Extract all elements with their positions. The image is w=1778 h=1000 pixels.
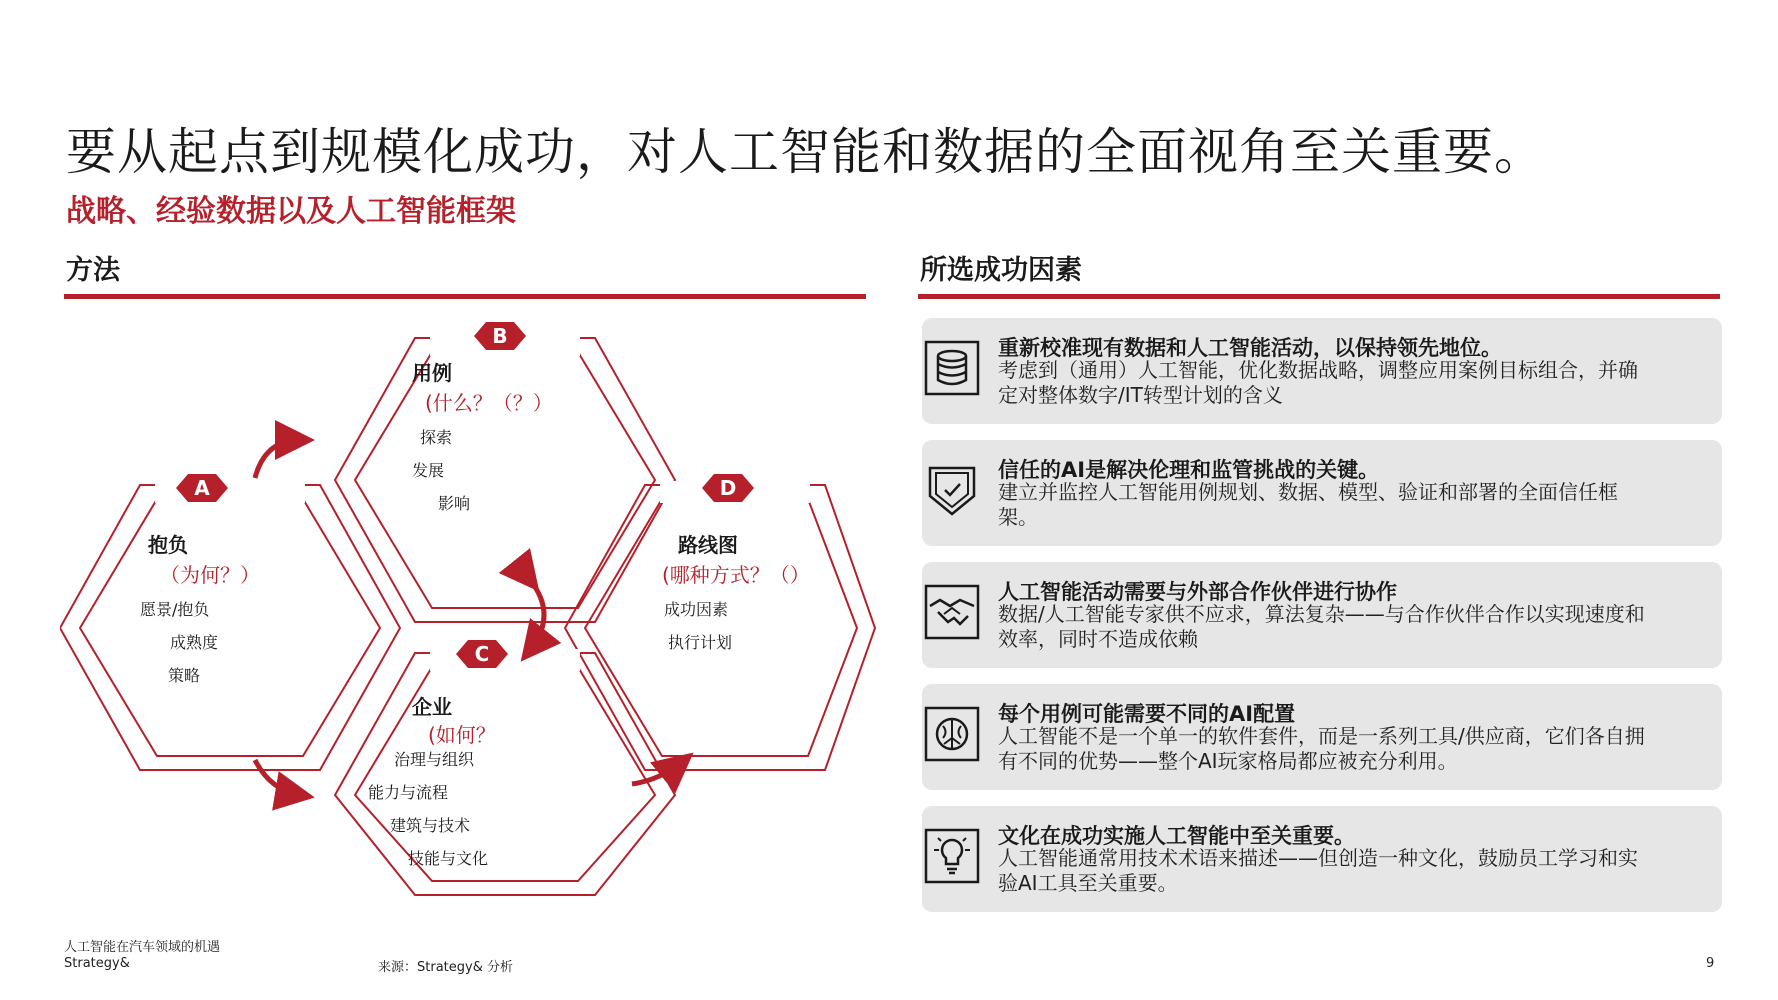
factor-title: 文化在成功实施人工智能中至关重要。 [998,824,1355,848]
hexagon-b-item: 发展 [412,461,445,480]
brain-chip-icon [924,706,980,762]
hexagon-b-item: 探索 [420,428,453,447]
lightbulb-icon [924,828,980,884]
page-title: 要从起点到规模化成功，对人工智能和数据的全面视角至关重要。 [66,123,1545,181]
database-icon [924,340,980,396]
factor-body: 建立并监控人工智能用例规划、数据、模型、验证和部署的全面信任框架。 [998,480,1618,529]
hexagon-d-item: 成功因素 [664,600,729,619]
hexagon-c-item: 治理与组织 [394,750,475,769]
hexagon-b-letter: B [492,324,508,348]
factor-title: 重新校准现有数据和人工智能活动，以保持领先地位。 [998,336,1502,360]
shield-check-icon [924,462,980,518]
factor-card [922,684,1722,790]
hexagon-a-letter: A [194,476,210,500]
left-section-rule [64,294,866,299]
factor-card [922,440,1722,546]
hexagon-b-item: 影响 [438,494,471,513]
arrow-a-to-b [255,440,300,478]
handshake-icon [924,584,980,640]
right-section-rule [918,294,1720,299]
hexagon-c-item: 能力与流程 [368,783,449,802]
hexagon-a-item: 愿景/抱负 [140,600,210,619]
footer-brand: Strategy& [64,956,130,971]
left-section-heading: 方法 [66,255,120,286]
footer-doc-title: 人工智能在汽车领域的机遇 [64,940,221,955]
factor-body: 数据/人工智能专家供不应求，算法复杂——与合作伙伴合作以实现速度和效率，同时不造成依赖 [998,602,1645,651]
factor-title: 人工智能活动需要与外部合作伙伴进行协作 [998,580,1397,604]
factor-body: 人工智能通常用技术术语来描述——但创造一种文化，鼓励员工学习和实验AI工具至关重要。 [998,846,1638,895]
factor-card [922,318,1722,424]
hexagon-d [565,474,875,770]
arrow-a-to-c [255,760,300,795]
factor-body: 考虑到（通用）人工智能，优化数据战略，调整应用案例目标组合，并确定对整体数字/IT转型计划的含义 [998,358,1638,407]
arrow-b-c-bidirectional [530,580,544,650]
factor-body: 人工智能不是一个单一的软件套件，而是一系列工具/供应商，它们各自拥有不同的优势——整个AI玩家格局都应被充分利用。 [998,724,1645,773]
factor-card [922,806,1722,912]
hexagon-c-question: (如何？ [428,723,496,747]
hexagon-c-letter: C [474,642,490,666]
page-number: 9 [1706,956,1715,971]
factor-title: 每个用例可能需要不同的AI配置 [998,702,1296,726]
hexagon-d-letter: D [719,476,737,500]
hexagon-c-item: 建筑与技术 [390,816,471,835]
hexagon-a-title: 抱负 [148,533,188,557]
hexagon-c-item: 技能与文化 [408,849,489,868]
footer-source: 来源：Strategy& 分析 [378,960,513,975]
hexagon-a-question: （为何？） [160,563,260,587]
factor-card [922,562,1722,668]
factor-title: 信任的AI是解决伦理和监管挑战的关键。 [998,458,1380,482]
arrow-c-to-d [632,762,682,784]
hexagon-d-item: 执行计划 [668,633,733,652]
hexagon-a-item: 成熟度 [170,633,219,652]
right-section-heading: 所选成功因素 [920,255,1082,286]
hexagon-a-item: 策略 [168,666,201,685]
hexagon-b [335,322,675,622]
page-subtitle: 战略、经验数据以及人工智能框架 [66,194,516,229]
hexagon-d-question: (哪种方式？（） [662,563,810,587]
hexagon-c-title: 企业 [412,695,452,719]
hexagon-a [60,474,400,770]
hexagon-c [335,640,675,895]
approach-hexagon-diagram [60,310,880,910]
hexagon-d-title: 路线图 [678,533,738,557]
hexagon-b-question: (什么？（？） [425,391,553,415]
hexagon-b-title: 用例 [412,361,452,385]
